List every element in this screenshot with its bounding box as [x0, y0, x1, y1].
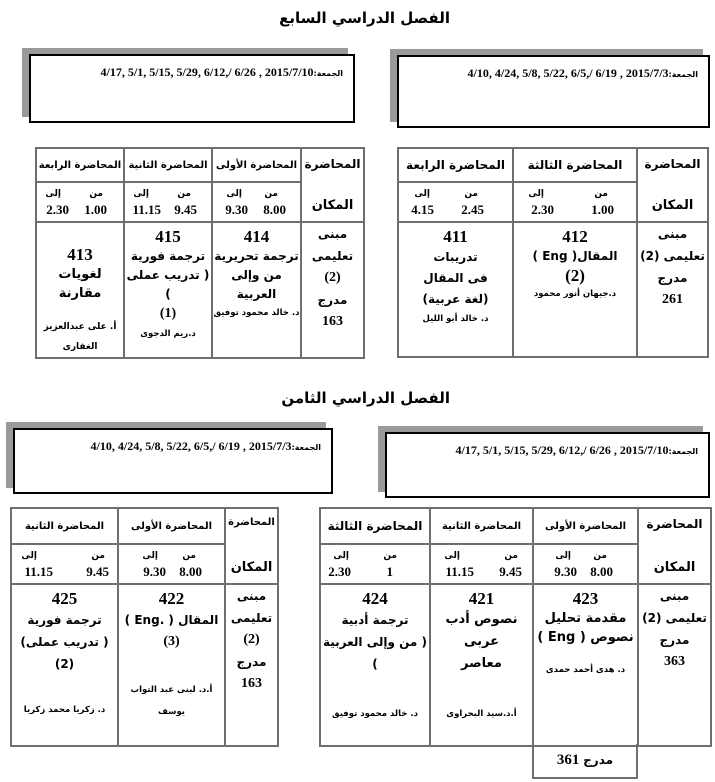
lecture-header: المحاضرة الثالثة [513, 148, 637, 182]
to-time: 2.30 [328, 564, 351, 579]
friday-label: الجمعة: [668, 70, 698, 79]
course-code: 415 [155, 227, 181, 246]
course-line: فى المقال [423, 271, 488, 285]
place-cell [225, 584, 278, 746]
friday-dates [101, 65, 343, 80]
from-label: من [504, 551, 518, 561]
course-line: المقال( Eng ) [532, 249, 618, 263]
dates-list: 4/10, 4/24, 5/8, 5/22, 6/5,/ 6/19 , 2015/7/3 [90, 439, 292, 453]
friday-label: الجمعة: [291, 443, 321, 452]
to-label: إلى [45, 189, 61, 199]
corner-header [301, 148, 364, 222]
to-label: إلى [133, 189, 149, 199]
course-code: 422 [158, 589, 185, 608]
course-name [125, 247, 211, 323]
course-code: 413 [67, 245, 93, 264]
dates-list: 4/17, 5/1, 5/15, 5/29, 6/12,/ 6/26 , 2015/7/10 [455, 443, 669, 457]
course-name [534, 609, 637, 647]
course-line: من وإلى العربية [231, 268, 282, 301]
course-line: ترجمة تحريرية [214, 249, 299, 263]
semester-7-left-dates-box [29, 54, 355, 123]
course-code: 421 [468, 589, 495, 608]
place-label: المكان [653, 560, 696, 575]
instructor: أ.د.سيد البحراوى [446, 709, 517, 719]
friday-label: الجمعة: [668, 447, 698, 456]
from-label: من [383, 551, 397, 561]
place-line: 363 [664, 654, 685, 669]
course-line: (لغة عربية) [422, 292, 489, 306]
course-name [431, 609, 532, 675]
dates-list: 4/10, 4/24, 5/8, 5/22, 6/5,/ 6/19 , 2015/7/3 [467, 66, 669, 80]
semester-8-left-dates-box [13, 428, 333, 494]
from-time: 8.00 [179, 564, 202, 579]
course-code: 414 [243, 227, 270, 246]
course-line: المقال ( .Eng ) [124, 613, 219, 627]
course-cell [11, 584, 118, 746]
course-line: (2) [565, 266, 585, 285]
instructor-line: أ.د. لبنى عبد التواب [130, 685, 213, 695]
friday-dates [91, 439, 321, 454]
from-label: من [182, 551, 196, 561]
instructor: د. زكريا محمد زكريا [23, 705, 106, 715]
course-line: مقدمة تحليل [544, 611, 627, 626]
from-time: 8.00 [263, 202, 286, 217]
instructor: د. خالد محمود توفيق [213, 308, 300, 318]
place-line: مبنى [236, 589, 267, 603]
corner-header [638, 508, 711, 584]
place-line: تعليمى (2) [640, 249, 705, 263]
course-line: ( من وإلى العربية ) [322, 635, 427, 671]
from-time: 1 [386, 564, 393, 579]
instructor: د. خالد محمود توفيق [332, 709, 418, 719]
to-label: إلى [226, 189, 242, 199]
to-time: 9.30 [225, 202, 248, 217]
instructor-line: يوسف [157, 707, 185, 717]
place-line: تعليمى (2) [642, 611, 707, 625]
from-time: 9.45 [499, 564, 522, 579]
to-time: 9.30 [143, 564, 166, 579]
to-label: إلى [333, 551, 349, 561]
to-label: إلى [444, 551, 460, 561]
course-name [213, 247, 300, 304]
place-line: مبنى [657, 227, 688, 241]
to-time: 9.30 [554, 564, 577, 579]
hall-number: 361 [556, 752, 580, 768]
from-time: 9.45 [86, 564, 109, 579]
instructor: د.جيهان أنور محمود [533, 289, 617, 299]
course-name [399, 247, 512, 310]
place-cell [638, 584, 711, 746]
course-line: ترجمة فورية [130, 249, 206, 263]
friday-dates [456, 443, 698, 458]
to-time: 11.15 [445, 564, 474, 579]
course-line: (3) [163, 634, 180, 649]
place-cell [301, 222, 364, 358]
place-line: مبنى [317, 227, 348, 241]
place-line: تعليمى [311, 249, 354, 263]
from-label: من [594, 189, 608, 199]
semester-7-right-dates-box [397, 55, 710, 128]
course-code: 412 [562, 227, 588, 246]
lecture-label: المحاضرة [304, 157, 361, 171]
lecture-label: المحاضرة [644, 157, 701, 171]
from-label: من [464, 189, 478, 199]
course-line: نصوص أدب عربى [445, 612, 518, 649]
corner-header [637, 148, 708, 222]
place-label: المكان [311, 198, 354, 213]
semester-8-title: الفصل الدراسي الثامن [281, 389, 450, 407]
instructor-line: أ. على عبدالعزيز [43, 322, 117, 332]
from-label: من [593, 551, 607, 561]
instructor: د. خالد أبو الليل [422, 314, 489, 324]
place-cell [637, 222, 708, 357]
to-label: إلى [414, 189, 430, 199]
course-line: ترجمة أدبية [341, 613, 409, 627]
place-label: المكان [651, 198, 694, 213]
hall-label: مدرج [583, 753, 614, 767]
place-line: 163 [241, 676, 262, 691]
semester-8-right-dates-box [385, 432, 710, 498]
time-slot [36, 182, 124, 222]
place-line: تعليمى [230, 611, 273, 625]
course-line: تدريبات [433, 250, 478, 264]
place-line: 163 [322, 314, 343, 329]
place-line: مدرج [659, 633, 690, 647]
course-name [321, 609, 429, 675]
course-line: ( تدريب عملى ) [126, 268, 210, 301]
lecture-header: المحاضرة الرابعة [398, 148, 513, 182]
course-line: ترجمة فورية [27, 613, 102, 627]
from-label: من [177, 189, 191, 199]
course-cell [118, 584, 225, 746]
to-time: 4.15 [411, 202, 434, 217]
time-slot [320, 544, 430, 584]
extra-hall-cell [532, 744, 638, 779]
to-label: إلى [528, 189, 544, 199]
place-line: مبنى [659, 589, 690, 603]
place-label: المكان [230, 560, 273, 575]
place-line: مدرج [236, 655, 267, 669]
course-cell [513, 222, 637, 357]
to-time: 11.15 [24, 564, 53, 579]
from-label: من [91, 551, 105, 561]
semester-7-title: الفصل الدراسي السابع [279, 9, 450, 27]
to-time: 11.15 [132, 202, 161, 217]
place-line: 261 [662, 292, 683, 307]
place-line: مدرج [317, 293, 348, 307]
lecture-header: المحاضرة الثانية [11, 508, 118, 544]
course-cell [36, 222, 124, 358]
time-slot [533, 544, 638, 584]
course-line: ( تدريب عملى)(2) [20, 635, 109, 671]
course-name [119, 609, 224, 653]
place-line: (2) [324, 270, 341, 285]
course-line: نصوص ( Eng ) [537, 630, 634, 645]
from-time: 1.00 [591, 202, 614, 217]
friday-label: الجمعة: [313, 69, 343, 78]
instructor [119, 679, 224, 723]
course-cell [212, 222, 301, 358]
from-time: 1.00 [84, 202, 107, 217]
course-cell [124, 222, 212, 358]
course-code: 424 [362, 589, 388, 608]
lecture-header: المحاضرة الثالثة [320, 508, 430, 544]
instructor: د.ريم الدجوى [140, 329, 196, 339]
place-line: (2) [243, 632, 260, 647]
course-cell [398, 222, 513, 357]
time-slot [124, 182, 212, 222]
course-name [12, 609, 117, 675]
time-slot [513, 182, 637, 222]
course-line: لغويات مقارنة [58, 267, 102, 301]
from-time: 9.45 [174, 202, 197, 217]
to-time: 2.30 [531, 202, 554, 217]
semester-8-left-schedule [10, 507, 279, 747]
lecture-header: المحاضرة الرابعة [36, 148, 124, 182]
lecture-header: المحاضرة الأولى [118, 508, 225, 544]
lecture-header: المحاضرة الثانية [124, 148, 212, 182]
corner-header [225, 508, 278, 584]
semester-7-right-schedule [397, 147, 709, 358]
course-name [514, 247, 636, 285]
from-label: من [264, 189, 278, 199]
instructor-line: الغفارى [62, 342, 98, 352]
instructor [37, 317, 123, 357]
time-slot [398, 182, 513, 222]
from-time: 8.00 [590, 564, 613, 579]
from-label: من [89, 189, 103, 199]
course-line: معاصر [461, 656, 502, 671]
to-label: إلى [555, 551, 571, 561]
time-slot [430, 544, 533, 584]
course-code: 425 [51, 589, 78, 608]
dates-list: 4/17, 5/1, 5/15, 5/29, 6/12,/ 6/26 , 2015/7/10 [100, 65, 314, 79]
lecture-header: المحاضرة الأولى [533, 508, 638, 544]
to-label: إلى [142, 551, 158, 561]
time-slot [212, 182, 301, 222]
course-cell [430, 584, 533, 746]
instructor: د. هدى أحمد حمدى [545, 665, 626, 675]
lecture-header: المحاضرة الأولى [212, 148, 301, 182]
place-line: مدرج [657, 271, 688, 285]
semester-8-right-schedule [319, 507, 712, 747]
semester-7-left-schedule [35, 147, 365, 359]
course-cell [533, 584, 638, 746]
from-time: 2.45 [461, 202, 484, 217]
lecture-header: المحاضرة الثانية [430, 508, 533, 544]
course-code: 411 [443, 227, 468, 246]
course-cell [320, 584, 430, 746]
course-name [37, 265, 123, 303]
course-code: 423 [572, 589, 599, 608]
course-line: (1) [159, 306, 177, 321]
time-slot [118, 544, 225, 584]
friday-dates [468, 66, 698, 81]
to-time: 2.30 [46, 202, 69, 217]
lecture-label: المحاضرة [646, 517, 703, 531]
lecture-label: المحاضرة [228, 517, 275, 528]
time-slot [11, 544, 118, 584]
to-label: إلى [21, 551, 37, 561]
